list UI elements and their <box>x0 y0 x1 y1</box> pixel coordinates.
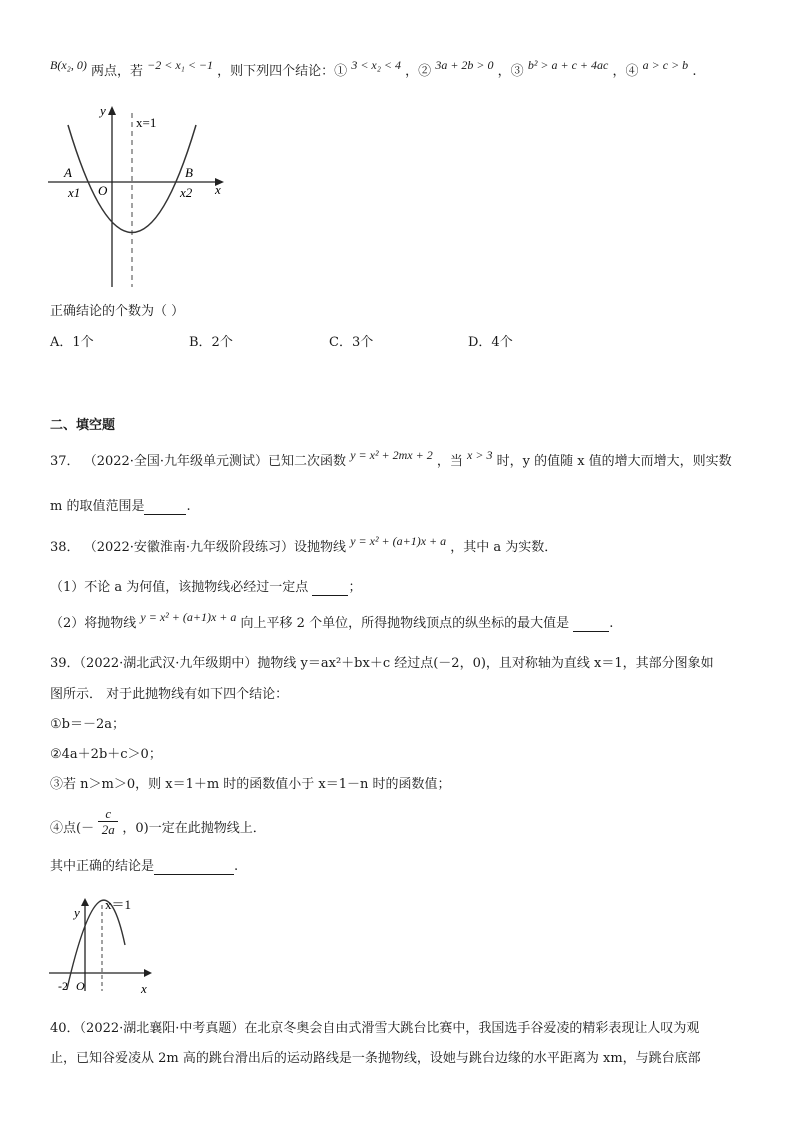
q39-end: . <box>234 859 239 874</box>
q37-number: 37． <box>50 454 80 469</box>
q39-statement-2: ②4a＋2b＋c＞0； <box>50 747 162 762</box>
q39-s4-tail: ，0)一定在此抛物线上． <box>122 821 266 836</box>
q39-parabola-figure <box>45 893 170 1003</box>
q38-part-1-text: （1）不论 a 为何值，该抛物线必经过一定点 <box>50 580 309 595</box>
q39-line-1 <box>50 652 714 671</box>
q38-tail: ，其中 a 为实数． <box>450 540 558 555</box>
q36-conclusion-4: a > c > b <box>642 58 689 72</box>
q36-sep-4: ，④ <box>612 64 639 79</box>
q36-label-a: A <box>64 165 72 180</box>
q38-number: 38． <box>50 540 80 555</box>
q36-label-x2: x2 <box>180 185 193 200</box>
q39-y-arrow-icon <box>81 898 89 906</box>
q36-end: . <box>692 64 697 79</box>
q38-part-2-end: . <box>609 616 614 631</box>
q36-label-x1: x1 <box>68 185 81 200</box>
q39-statement-3: ③若 n＞m＞0，则 x＝1＋m 时的函数值小于 x＝1－n 时的函数值； <box>50 777 451 792</box>
q36-two-points-text: 两点，若 <box>90 64 143 79</box>
q38-part-2 <box>50 606 614 631</box>
q39-fraction <box>98 806 118 837</box>
q38-part-1-end: ； <box>348 580 362 595</box>
q38-line-1 <box>50 530 558 555</box>
q39-fraction-numerator: c <box>105 806 112 821</box>
q36-label-b: B <box>185 165 193 180</box>
q37-mid: ，当 <box>436 454 463 469</box>
q39-answer-blank[interactable] <box>154 859 234 875</box>
q39-statement-4 <box>50 806 266 842</box>
q40-text-1: （2022·湖北襄阳·中考真题）在北京冬奥会自由式滑雪大跳台比赛中，我国选手谷爱凌的精彩表现让人叹为观 <box>79 1021 700 1036</box>
q36-question: 正确结论的个数为（ ） <box>50 304 185 319</box>
q39-label-y: y <box>74 905 80 920</box>
q36-option-a: A．1个 <box>50 335 94 350</box>
q38-source: （2022·安徽淮南·九年级阶段练习）设抛物线 <box>83 540 347 555</box>
q39-x-arrow-icon <box>144 969 152 977</box>
q39-statement-1: ①b＝－2a； <box>50 717 125 732</box>
q37-tail: 时，y 的值随 x 值的增大而增大，则实数 <box>496 454 732 469</box>
q36-conclusion-3: b² > a + c + 4ac <box>527 58 609 72</box>
q40-line-2: 止，已知谷爱凌从 2m 高的跳台滑出后的运动路线是一条抛物线，设她与跳台边缘的水平距离为 xm，与跳台底部 <box>50 1051 701 1066</box>
q39-label-symmetry: x＝1 <box>105 897 132 912</box>
q38-function: y = x² + (a+1)x + a <box>350 534 447 548</box>
q36-sep-3: ，③ <box>497 64 524 79</box>
q36-y-arrow-icon <box>108 106 116 115</box>
q37-line-1 <box>50 444 732 469</box>
q39-ask <box>50 855 238 875</box>
q39-fraction-denominator: 2a <box>101 822 115 837</box>
q37-function: y = x² + 2mx + 2 <box>350 448 433 462</box>
q38-part-1-blank[interactable] <box>312 580 348 596</box>
q40-line-1 <box>50 1017 699 1036</box>
q36-condition: −2 < x₁ < −1 <box>147 58 214 72</box>
q36-label-symmetry: x=1 <box>136 115 157 130</box>
q39-label-o: O <box>76 979 85 993</box>
q36-conclusion-1: 3 < x₂ < 4 <box>351 58 402 72</box>
q36-conclusion-2: 3a + 2b > 0 <box>435 58 494 72</box>
q38-part-2-blank[interactable] <box>573 616 609 632</box>
q36-label-o: O <box>98 183 108 198</box>
q39-ask-text: 其中正确的结论是 <box>50 859 155 874</box>
q36-option-b: B．2个 <box>189 335 233 350</box>
q39-s4-lead: ④点(－ <box>50 821 95 836</box>
q36-option-c: C．3个 <box>329 335 374 350</box>
q36-label-y: y <box>100 103 106 118</box>
q37-range-text: m 的取值范围是 <box>50 499 145 514</box>
q36-sep-2: ，② <box>405 64 432 79</box>
q39-number: 39． <box>50 656 80 671</box>
q37-condition: x > 3 <box>467 448 493 462</box>
q36-point-b: B(x₂, 0) <box>50 58 87 72</box>
q39-line-2: 图所示． 对于此抛物线有如下四个结论： <box>50 687 289 702</box>
q37-end: . <box>186 499 191 514</box>
q36-label-x: x <box>215 182 221 197</box>
q39-label-x: x <box>141 981 147 996</box>
q36-conditions-line <box>50 54 697 79</box>
q36-option-d: D．4个 <box>468 335 513 350</box>
q38-part-1 <box>50 576 361 596</box>
q38-part-2-text: 向上平移 2 个单位，所得抛物线顶点的纵坐标的最大值是 <box>240 616 570 631</box>
q40-number: 40． <box>50 1021 80 1036</box>
q36-lead-text: ，则下列四个结论：① <box>217 64 348 79</box>
q38-part-2-function: y = x² + (a+1)x + a <box>140 610 237 624</box>
q37-answer-blank[interactable] <box>144 499 186 515</box>
q39-text-1: （2022·湖北武汉·九年级期中）抛物线 y＝ax²＋bx＋c 经过点(－2，0)，且对称轴为直线 x＝1，其部分图象如 <box>79 656 714 671</box>
q36-parabola-figure <box>40 95 240 295</box>
section-heading: 二、填空题 <box>50 418 116 433</box>
q39-label-neg2: -2 <box>58 979 68 993</box>
q38-part-2-lead: （2）将抛物线 <box>50 616 137 631</box>
q37-source: （2022·全国·九年级单元测试）已知二次函数 <box>83 454 347 469</box>
q37-line-2 <box>50 495 191 515</box>
